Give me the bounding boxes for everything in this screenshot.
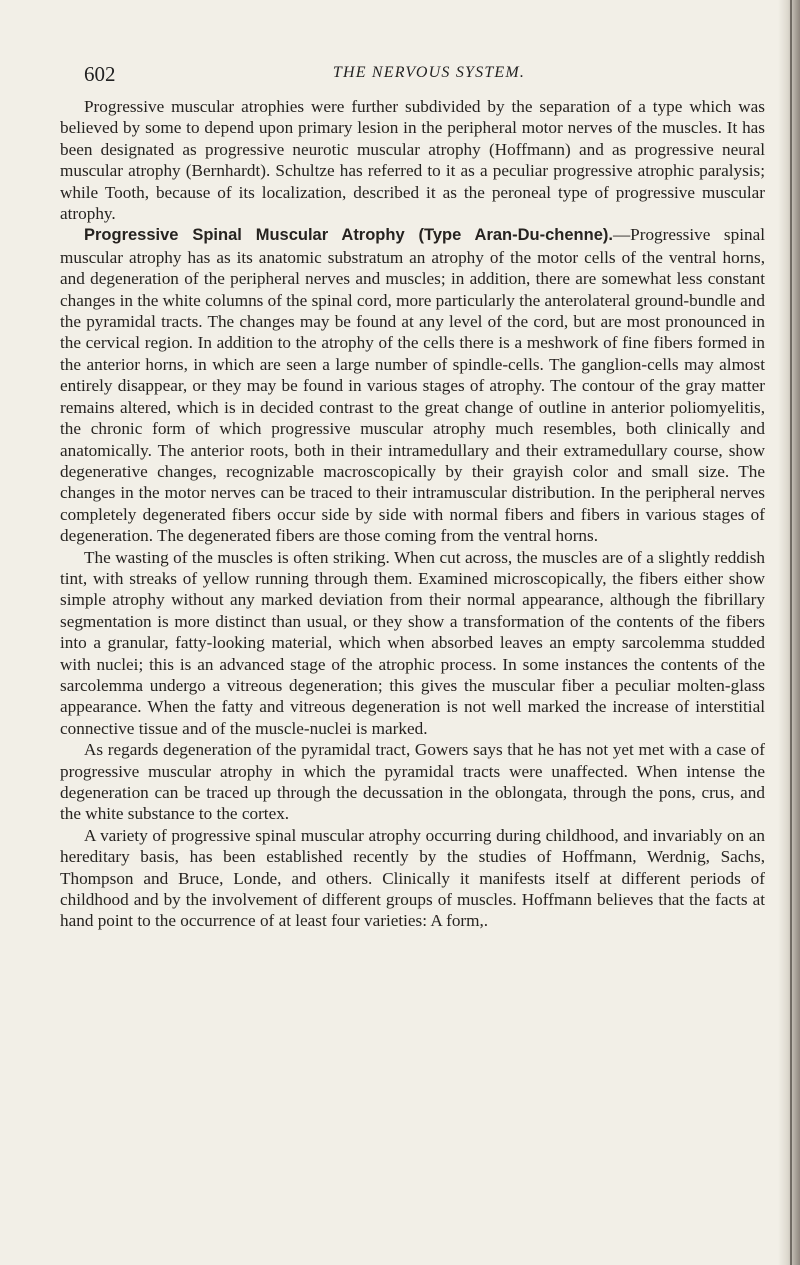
paragraph: A variety of progressive spinal muscular atrophy occurring during childhood, and invariably on an hereditary basis, has been established recently by the studies of Hoffmann, Werdnig, Sachs, Thompson and Bruce, Londe, and others. Clinically it manifests itself at different periods of childhood and by the involvement of different groups of muscles. Hoffmann believes that the facts at hand point to the occurrence of at least four varieties: A form,. <box>60 825 765 931</box>
page-header <box>84 62 774 92</box>
paragraph <box>60 224 765 546</box>
paragraph: As regards degeneration of the pyramidal tract, Gowers says that he has not yet met with a case of progressive muscular atrophy in which the pyramidal tracts were unaffected. When intense the degeneration can be traced up through the decussation in the oblongata, through the pons, crus, and the white substance to the cortex. <box>60 740 765 824</box>
paragraph-text: —Progressive spinal muscular atrophy has as its anatomic substratum an atrophy of the motor cells of the ventral horns, and degeneration of the peripheral nerves and muscles; in addition, there are somewhat less constant changes in the white columns of the spinal cord, more particularly the anterolateral ground-bundle and the pyramidal tracts. The changes may be found at any level of the cord, but are most pronounced in the cervical region. In addition to the atrophy of the cells there is a meshwork of fine fibers formed in the anterior horns, in which are seen a large number of spindle-cells. The ganglion-cells may almost entirely disappear, or they may be found in various stages of atrophy. The contour of the gray matter remains altered, which is in decided contrast to the great change of outline in anterior poliomyelitis, the chronic form of which progressive muscular atrophy much resembles, both clinically and anatomically. The anterior roots, both in their intramedullary and their extramedullary course, show degenerative changes, recognizable macroscopically by their grayish color and small size. The changes in the motor nerves can be traced to their intramuscular distribution. In the peripheral nerves completely degenerated fibers occur side by side with normal fibers and fibers in various stages of degeneration. The degenerated fibers are those coming from the ventral horns. <box>60 225 765 546</box>
paragraph: Progressive muscular atrophies were further subdivided by the separation of a type which was believed by some to depend upon primary lesion in the peripheral motor nerves of the muscles. It has been designated as progressive neurotic muscular atrophy (Hoffmann) and as progressive neural muscular atrophy (Bernhardt). Schultze has referred to it as a peculiar progressive atrophic paralysis; while Tooth, because of its localization, described it as the peroneal type of progressive muscular atrophy. <box>60 97 765 224</box>
body-text <box>60 96 765 932</box>
page-number: 602 <box>84 62 116 86</box>
paragraph: The wasting of the muscles is often striking. When cut across, the muscles are of a slightly reddish tint, with streaks of yellow running through them. Examined microscopically, the fibers either show simple atrophy without any marked deviation from their normal appearance, although the fibrillary segmentation is more distinct than usual, or they show a transformation of the contents of the fibers into a granular, fatty-looking material, which when absorbed leaves an empty sarcolemma studded with nuclei; this is an advanced stage of the atrophic process. In some instances the contents of the sarcolemma undergo a vitreous degeneration; this gives the muscular fiber a peculiar molten-glass appearance. When the fatty and vitreous degeneration is not well marked the increase of interstitial connective tissue and of the muscle-nuclei is marked. <box>60 547 765 738</box>
section-heading: Progressive Spinal Muscular Atrophy (Type Aran-Du-chenne). <box>84 226 613 245</box>
running-head: THE NERVOUS SYSTEM. <box>332 64 526 81</box>
page-edge-line <box>790 0 792 1265</box>
page-edge-shadow <box>778 0 800 1265</box>
